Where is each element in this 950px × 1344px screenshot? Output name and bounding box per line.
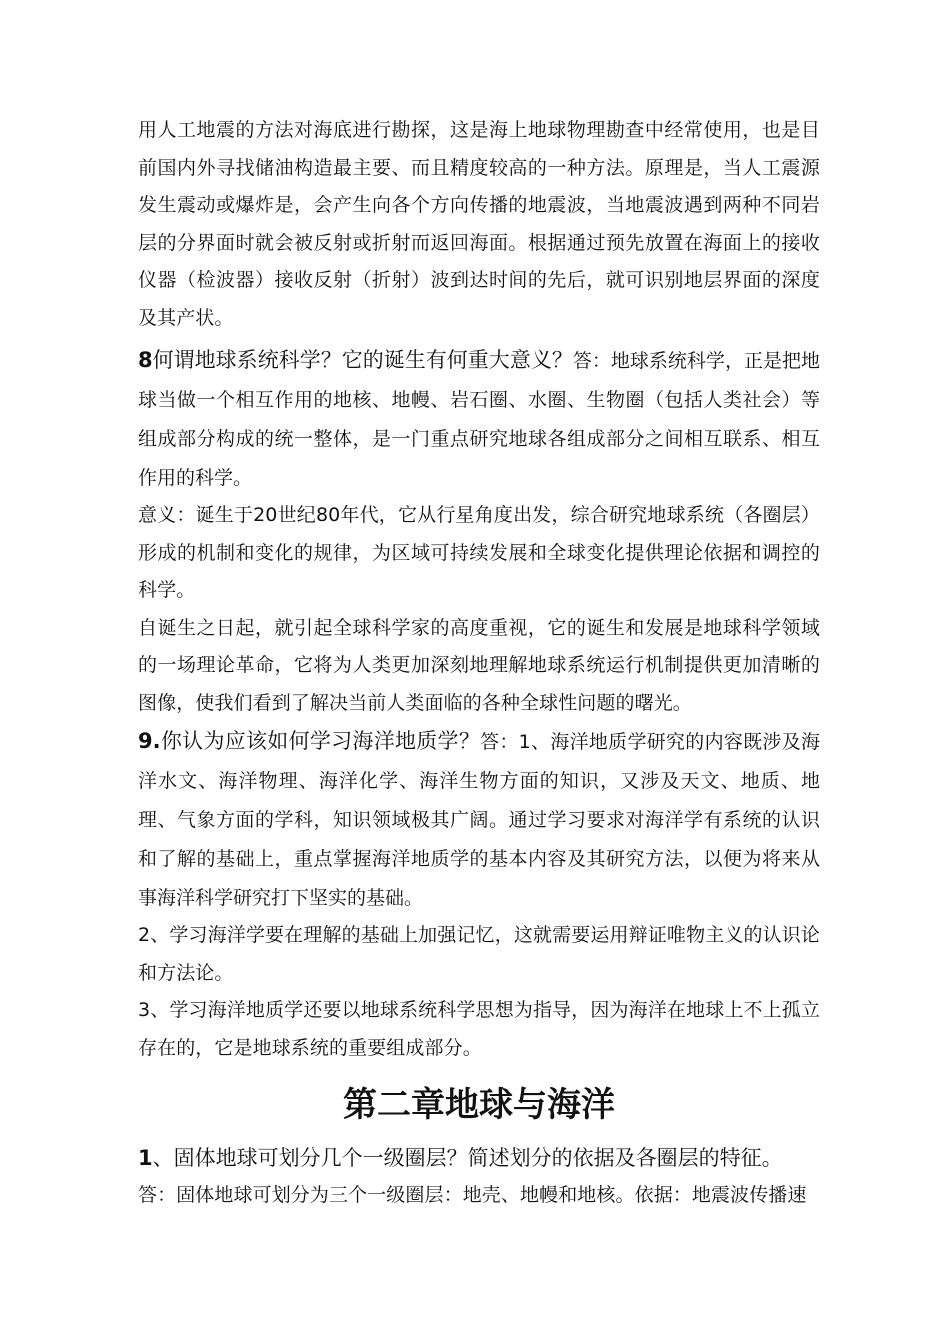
chapter-2-question-1-answer: 答：固体地球可划分为三个一级圈层：地壳、地幔和地核。依据：地震波传播速: [138, 1184, 807, 1206]
question-9-number: 9.: [138, 729, 161, 753]
question-9-point-3: 3、学习海洋地质学还要以地球系统科学思想为指导，因为海洋在地球上不上孤立存在的，它是地球系统的重要组成部分。: [138, 999, 820, 1059]
chapter-title: 第二章地球与海洋: [343, 1085, 615, 1125]
question-9-answer: 答：1、海洋地质学研究的内容既涉及海洋水文、海洋物理、海洋化学、海洋生物方面的知识，又涉及天文、地质、地理、气象方面的学科，知识领域极其广阔。通过学习要求对海洋学有系统的认识和了解的基础上，重点掌握海洋地质学的基本内容及其研究方法，以便为将来从事海洋科学研究打下坚实的基础。: [138, 731, 820, 909]
question-9-text: 你认为应该如何学习海洋地质学？: [160, 729, 481, 753]
question-8-number: 8: [138, 348, 153, 372]
intro-paragraph: 用人工地震的方法对海底进行勘探，这是海上地球物理勘查中经常使用，也是目前国内外寻找储油构造最主要、而且精度较高的一种方法。原理是，当人工震源发生震动或爆炸是，会产生向各个方向传播的地震波，当地震波遇到两种不同岩层的分界面时就会被反射或折射而返回海面。根据通过预先放置在海面上的接收仪器（检波器）接收反射（折射）波到达时间的先后，就可识别地层界面的深度及其产状。: [138, 119, 820, 329]
chapter-2-question-1: [138, 1139, 820, 1177]
question-8-text: 何谓地球系统科学？它的诞生有何重大意义？: [152, 348, 573, 372]
question-8-significance: 意义：诞生于20世纪80年代，它从行星角度出发，综合研究地球系统（各圈层）形成的机制和变化的规律，为区域可持续发展和全球变化提供理论依据和调控的科学。: [138, 504, 820, 601]
question-8-extra: 自诞生之日起，就引起全球科学家的高度重视，它的诞生和发展是地球科学领域的一场理论革命，它将为人类更加深刻地理解地球系统运行机制提供更加清晰的图像，使我们看到了解决当前人类面临的各种全球性问题的曙光。: [138, 616, 820, 714]
question-8-answer: 答：地球系统科学，正是把地球当做一个相互作用的地核、地幔、岩石圈、水圈、生物圈（包括人类社会）等组成部分构成的统一整体，是一门重点研究地球各组成部分之间相互联系、相互作用的科学。: [138, 350, 820, 489]
question-9: [138, 722, 820, 917]
chapter-2-question-1-text: 、固体地球可划分几个一级圈层？简述划分的依据及各圈层的特征。: [152, 1146, 783, 1170]
question-9-point-2: 2、学习海洋学要在理解的基础上加强记忆，这就需要运用辩证唯物主义的认识论和方法论。: [138, 924, 820, 984]
document-page: [138, 112, 820, 1215]
question-8: [138, 341, 820, 497]
chapter-2-question-1-number: 1: [138, 1146, 153, 1170]
